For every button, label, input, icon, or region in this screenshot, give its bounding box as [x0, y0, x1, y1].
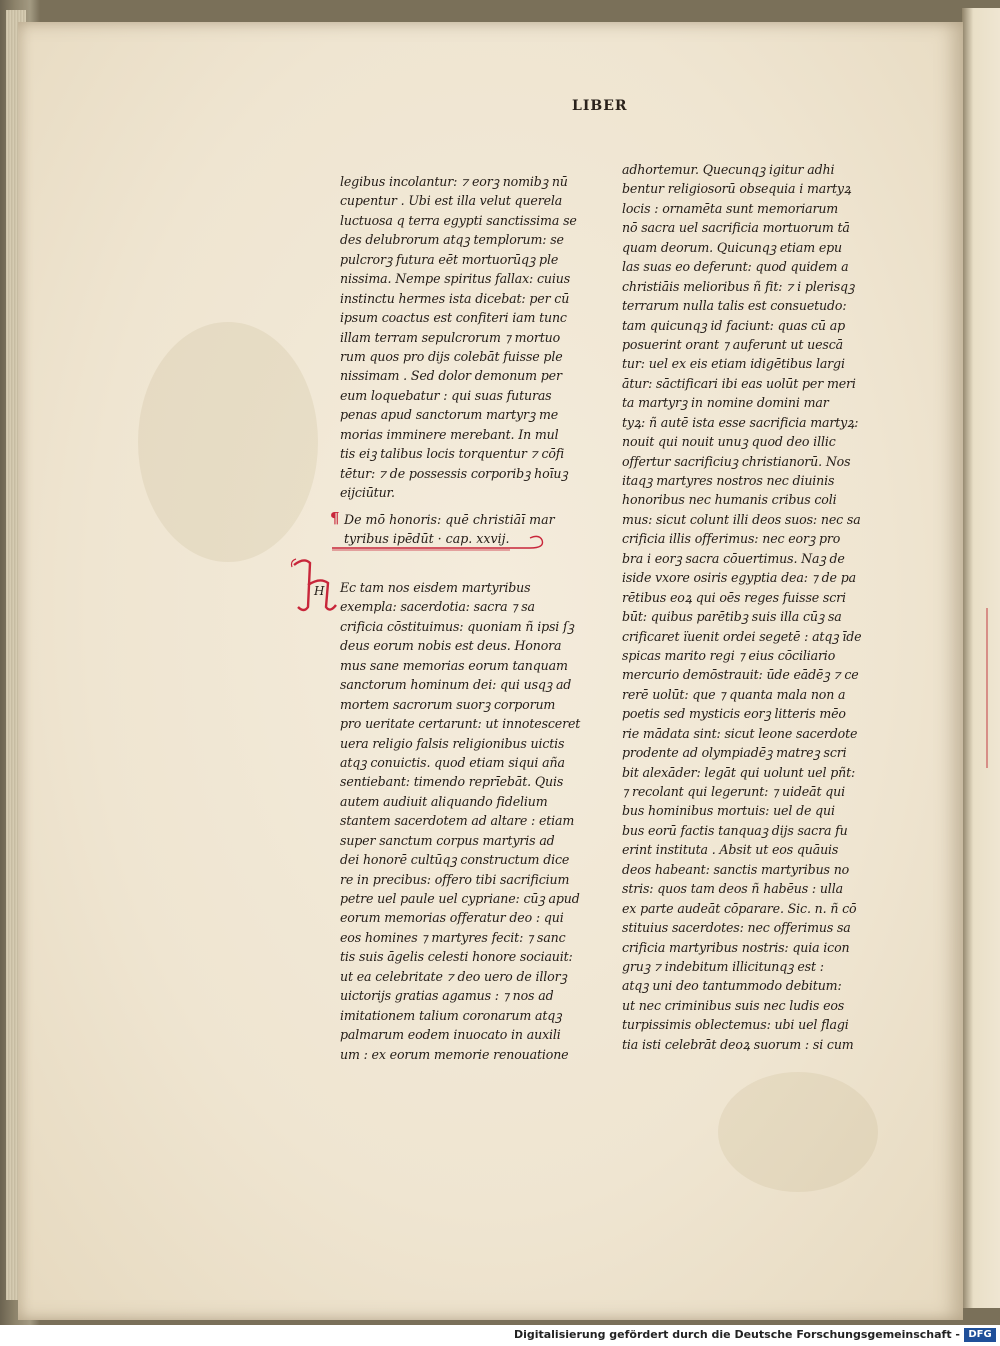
right-line: bentur religiosorū obsequia i martyꝝ	[622, 181, 852, 197]
left-bottom-line: uictorijs gratias agamus : ⁊ nos ad	[340, 988, 554, 1004]
left-bottom-line: imitationem talium coronarum atqꝫ	[340, 1007, 562, 1023]
right-line: las suas eo deferunt: quod quidem a	[622, 259, 849, 275]
left-column-bottom-text	[340, 578, 580, 1064]
left-column-top-text	[340, 172, 577, 502]
right-line: posuerint orant ⁊ auferunt ut uescā	[622, 336, 843, 352]
left-bottom-line: eorum memorias offeratur deo : qui	[340, 910, 564, 926]
right-line: iside vxore osiris egyptia dea: ⁊ de pa	[622, 570, 856, 586]
right-line: stris: quos tam deos ñ habēus : ulla	[622, 881, 843, 897]
initial-guide-letter: H	[314, 584, 325, 598]
right-line: honoribus nec humanis cribus coli	[622, 492, 837, 508]
right-line: deos habeant: sanctis martyribus no	[622, 861, 850, 877]
right-line: turpissimis oblectemus: ubi uel flagi	[622, 1017, 849, 1033]
left-top-line: legibus incolantur: ⁊ eorꝫ nomibꝫ nū	[340, 174, 568, 189]
right-line: rie mādata sint: sicut leone sacerdote	[622, 725, 858, 741]
right-line: terrarum nulla talis est consuetudo:	[622, 298, 847, 314]
left-top-line: tētur: ⁊ de possessis corporibꝫ hoīuꝫ	[340, 465, 568, 481]
left-bottom-line: uera religio falsis religionibus uictis	[340, 735, 565, 751]
right-line: prodente ad olympiadēꝫ matreꝫ scri	[622, 745, 847, 761]
right-line: spicas marito regi ⁊ eius cōciliario	[622, 647, 836, 663]
left-top-line: des delubrorum atqꝫ templorum: se	[340, 232, 564, 248]
right-line: tam quicunqꝫ id faciunt: quas cū ap	[622, 317, 845, 333]
left-bottom-line: stantem sacerdotem ad altare : etiam	[340, 813, 575, 829]
red-initial-h	[290, 555, 340, 615]
left-bottom-line: mortem sacrorum suorꝫ corporum	[340, 696, 556, 712]
paper-stain	[138, 322, 318, 562]
rubric-pilcrow: ¶	[330, 509, 340, 527]
left-top-line: nissimam . Sed dolor demonum per	[340, 368, 562, 384]
right-line: christiāis melioribus ñ fit: ⁊ i plerisqꝫ	[622, 278, 855, 294]
left-bottom-line: crificia cōstituimus: quoniam ñ ipsi ſꝫ	[340, 618, 574, 634]
right-line: ut nec criminibus suis nec ludis eos	[622, 997, 845, 1013]
left-top-line: nissima. Nempe spiritus fallax: cuius	[340, 271, 571, 287]
left-bottom-line: petre uel paule uel cypriane: cūꝫ apud	[340, 891, 580, 906]
left-bottom-line: atqꝫ conuictis. quod etiam siqui aña	[340, 754, 565, 770]
left-bottom-line: deus eorum nobis est deus. Honora	[340, 638, 562, 654]
left-top-line: morias imminere merebant. In mul	[340, 426, 559, 442]
left-bottom-line: dei honorē cultūqꝫ constructum dice	[340, 852, 570, 868]
right-column-text	[622, 160, 862, 1054]
paper-stain	[718, 1072, 878, 1192]
right-line: erint instituta . Absit ut eos quāuis	[622, 842, 839, 858]
right-line: crificaret ïuenit ordei segetē : atqꝫ īde	[622, 628, 862, 644]
left-bottom-line: autem audiuit aliquando fidelium	[340, 793, 548, 809]
left-top-line: pulcrorꝫ futura eēt mortuorūqꝫ ple	[340, 251, 559, 267]
right-line: ta martyrꝫ in nomine domini mar	[622, 395, 829, 411]
left-bottom-line: ut ea celebritate ⁊ deo uero de illorꝫ	[340, 968, 567, 984]
left-top-line: rum quos pro dijs colebāt fuisse ple	[340, 348, 563, 364]
left-top-line: instinctu hermes ista dicebat: per cū	[340, 290, 570, 306]
left-bottom-line: Ec tam nos eisdem martyribus	[340, 580, 531, 595]
right-line: ⁊ recolant qui legerunt: ⁊ uideāt qui	[622, 784, 845, 799]
funding-credit: Digitalisierung gefördert durch die Deutsche Forschungsgemeinschaft -	[513, 1328, 960, 1341]
right-line: nouit qui nouit unuꝫ quod deo illic	[622, 434, 836, 450]
left-top-line: eijciūtur.	[340, 485, 395, 500]
right-line: mus: sicut colunt illi deos suos: nec sa	[622, 511, 861, 527]
right-line: tur: uel ex eis etiam idigētibus largi	[622, 356, 845, 372]
left-top-line: eum loquebatur : qui suas futuras	[340, 387, 552, 403]
left-bottom-line: eos homines ⁊ martyres fecit: ⁊ sanc	[340, 929, 566, 945]
right-line: crificia illis offerimus: nec eorꝫ pro	[622, 531, 841, 547]
left-bottom-line: mus sane memorias eorum tanquam	[340, 657, 568, 673]
left-top-line: ipsum coactus est confiteri iam tunc	[340, 310, 567, 326]
dfg-logo: DFG	[964, 1328, 996, 1342]
facing-page-edge	[962, 8, 1000, 1308]
right-line: atqꝫ uni deo tantummodo debitum:	[622, 978, 842, 994]
right-line: bit alexāder: legāt qui uolunt uel pñt:	[622, 764, 856, 780]
left-bottom-line: um : ex eorum memorie renouatione	[340, 1046, 569, 1062]
right-line: offertur sacrificiuꝫ christianorū. Nos	[622, 453, 851, 469]
left-bottom-line: re in precibus: offero tibi sacrificium	[340, 871, 570, 887]
right-line: adhortemur. Quecunqꝫ igitur adhi	[622, 162, 835, 177]
left-top-line: luctuosa q terra egypti sanctissima se	[340, 212, 577, 228]
left-top-line: penas apud sanctorum martyrꝫ me	[340, 407, 559, 423]
left-bottom-line: pro ueritate certarunt: ut innotesceret	[340, 716, 581, 732]
right-line: rētibus eoꝝ qui oēs reges fuisse scri	[622, 589, 846, 605]
rubric-line: tyribus ipēdūt · cap. xxvij.	[344, 531, 510, 547]
left-bottom-line: tis suis āgelis celesti honore sociauit:	[340, 949, 573, 965]
right-line: itaqꝫ martyres nostros nec diuinis	[622, 473, 835, 488]
left-top-line: cupentur . Ubi est illa velut querela	[340, 193, 563, 209]
right-line: stituius sacerdotes: nec offerimus sa	[622, 920, 851, 936]
left-bottom-line: sentiebant: timendo reprīebāt. Quis	[340, 774, 564, 790]
footer-bar	[0, 1325, 1000, 1346]
right-line: gruꝫ ⁊ indebitum illicitunqꝫ est :	[622, 958, 824, 974]
left-top-line: tis eiꝫ talibus locis torquentur ⁊ cōfi	[340, 446, 565, 462]
right-line: poetis sed mysticis eorꝫ litteris mēo	[622, 706, 846, 722]
right-line: būt: quibus parētibꝫ suis illa cūꝫ sa	[622, 609, 842, 625]
left-top-line: illam terram sepulcrorum ⁊ mortuo	[340, 329, 561, 345]
rubric-line: De mō honoris: quē christiāī mar	[344, 512, 555, 527]
right-line: tyꝝ: ñ autē ista esse sacrificia martyꝝ:	[622, 414, 859, 430]
right-line: bus hominibus mortuis: uel de qui	[622, 803, 835, 819]
facing-page-rubric-mark	[986, 608, 1000, 768]
right-line: tia isti celebrāt deoꝝ suorum : si cum	[622, 1036, 854, 1052]
left-bottom-line: palmarum eodem inuocato in auxili	[340, 1027, 561, 1043]
rubric-red-flourish	[330, 526, 554, 556]
right-line: bus eorū factis tanquaꝫ dijs sacra fu	[622, 822, 848, 838]
right-line: ex parte audeāt cōparare. Sic. n. ñ cō	[622, 900, 857, 916]
right-line: crificia martyribus nostris: quia icon	[622, 939, 850, 955]
right-line: locis : ornamēta sunt memoriarum	[622, 200, 839, 216]
left-bottom-line: exempla: sacerdotia: sacra ⁊ sa	[340, 599, 535, 615]
right-line: rerē uolūt: que ⁊ quanta mala non a	[622, 686, 846, 702]
running-title: LIBER	[572, 98, 628, 114]
right-line: bra i eorꝫ sacra cōuertimus. Naꝫ de	[622, 550, 845, 566]
right-line: quam deorum. Quicunqꝫ etiam epu	[622, 239, 843, 255]
right-line: ātur: sāctificari ibi eas uolūt per meri	[622, 375, 856, 391]
right-line: mercurio demōstrauit: ūde eādēꝫ ⁊ ce	[622, 667, 859, 683]
left-bottom-line: sanctorum hominum dei: qui usqꝫ ad	[340, 677, 572, 693]
right-line: nō sacra uel sacrificia mortuorum tā	[622, 220, 850, 236]
left-bottom-line: super sanctum corpus martyris ad	[340, 832, 555, 848]
